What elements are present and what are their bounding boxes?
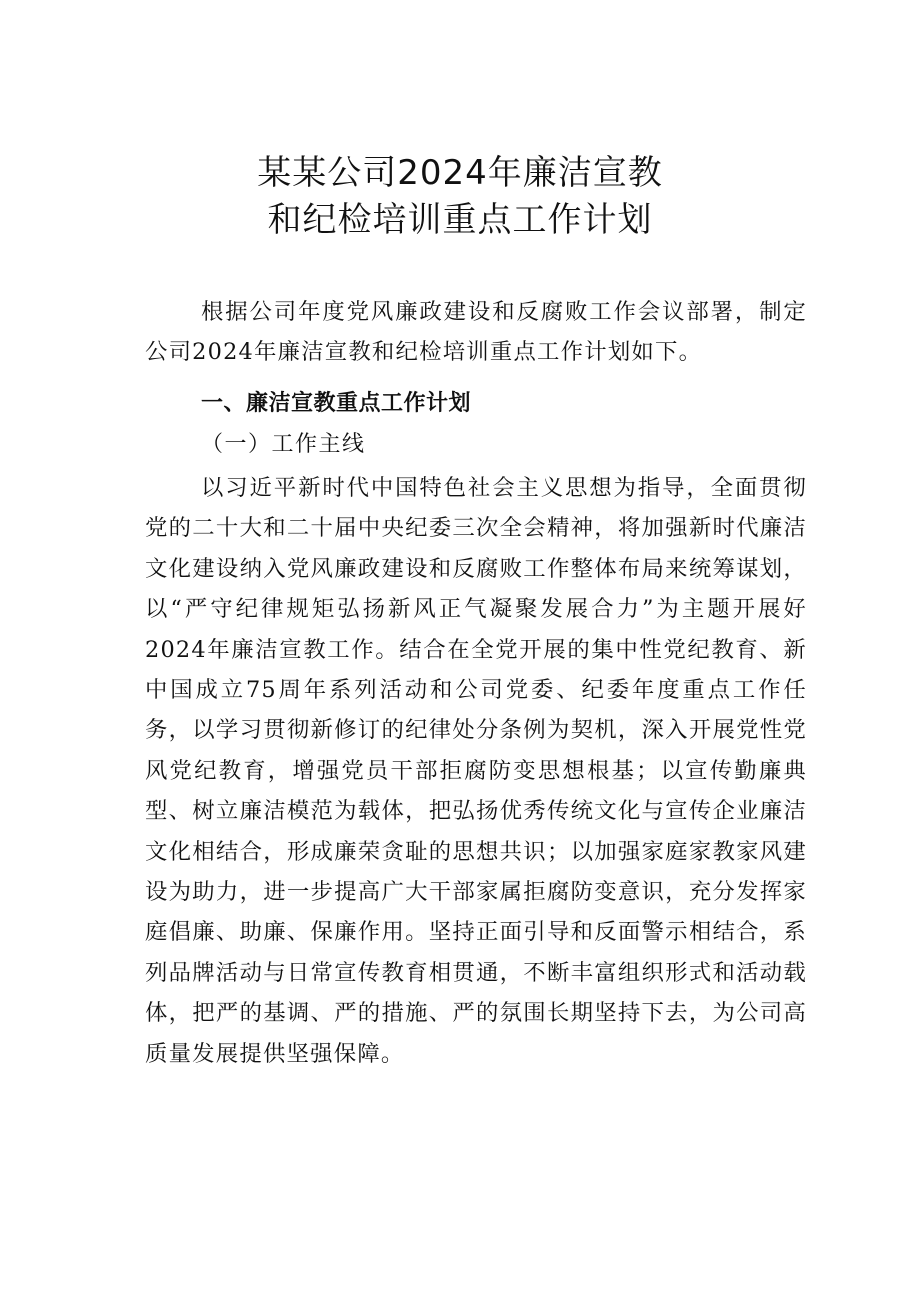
document-title xyxy=(0,150,920,244)
section-heading: 一、廉洁宣教重点工作计划 xyxy=(201,391,472,416)
title-line-2: 和纪检培训重点工作计划 xyxy=(267,200,653,240)
subsection-heading: （一）工作主线 xyxy=(201,432,366,457)
intro-paragraph: 根据公司年度党风廉政建设和反腐败工作会议部署，制定公司2024年廉洁宣教和纪检培训重点工作计划如下。 xyxy=(145,299,807,366)
main-paragraph: 以习近平新时代中国特色社会主义思想为指导，全面贯彻党的二十大和二十届中央纪委三次全会精神，将加强新时代廉洁文化建设纳入党风廉政建设和反腐败工作整体布局来统筹谋划，以“严守纪律规矩弘扬新风正气凝聚发展合力”为主题开展好2024年廉洁宣教工作。结合在全党开展的集中性党纪教育、新中国成立75周年系列活动和公司党委、纪委年度重点工作任务，以学习贯彻新修订的纪律处分条例为契机，深入开展党性党风党纪教育，增强党员干部拒腐防变思想根基；以宣传勤廉典型、树立廉洁模范为载体，把弘扬优秀传统文化与宣传企业廉洁文化相结合，形成廉荣贪耻的思想共识；以加强家庭家教家风建设为助力，进一步提高广大干部家属拒腐防变意识，充分发挥家庭倡廉、助廉、保廉作用。坚持正面引导和反面警示相结合，系列品牌活动与日常宣传教育相贯通，不断丰富组织形式和活动载体，把严的基调、严的措施、严的氛围长期坚持下去，为公司高质量发展提供坚强保障。 xyxy=(145,475,807,1067)
title-line-1: 某某公司2024年廉洁宣教 xyxy=(257,153,663,193)
